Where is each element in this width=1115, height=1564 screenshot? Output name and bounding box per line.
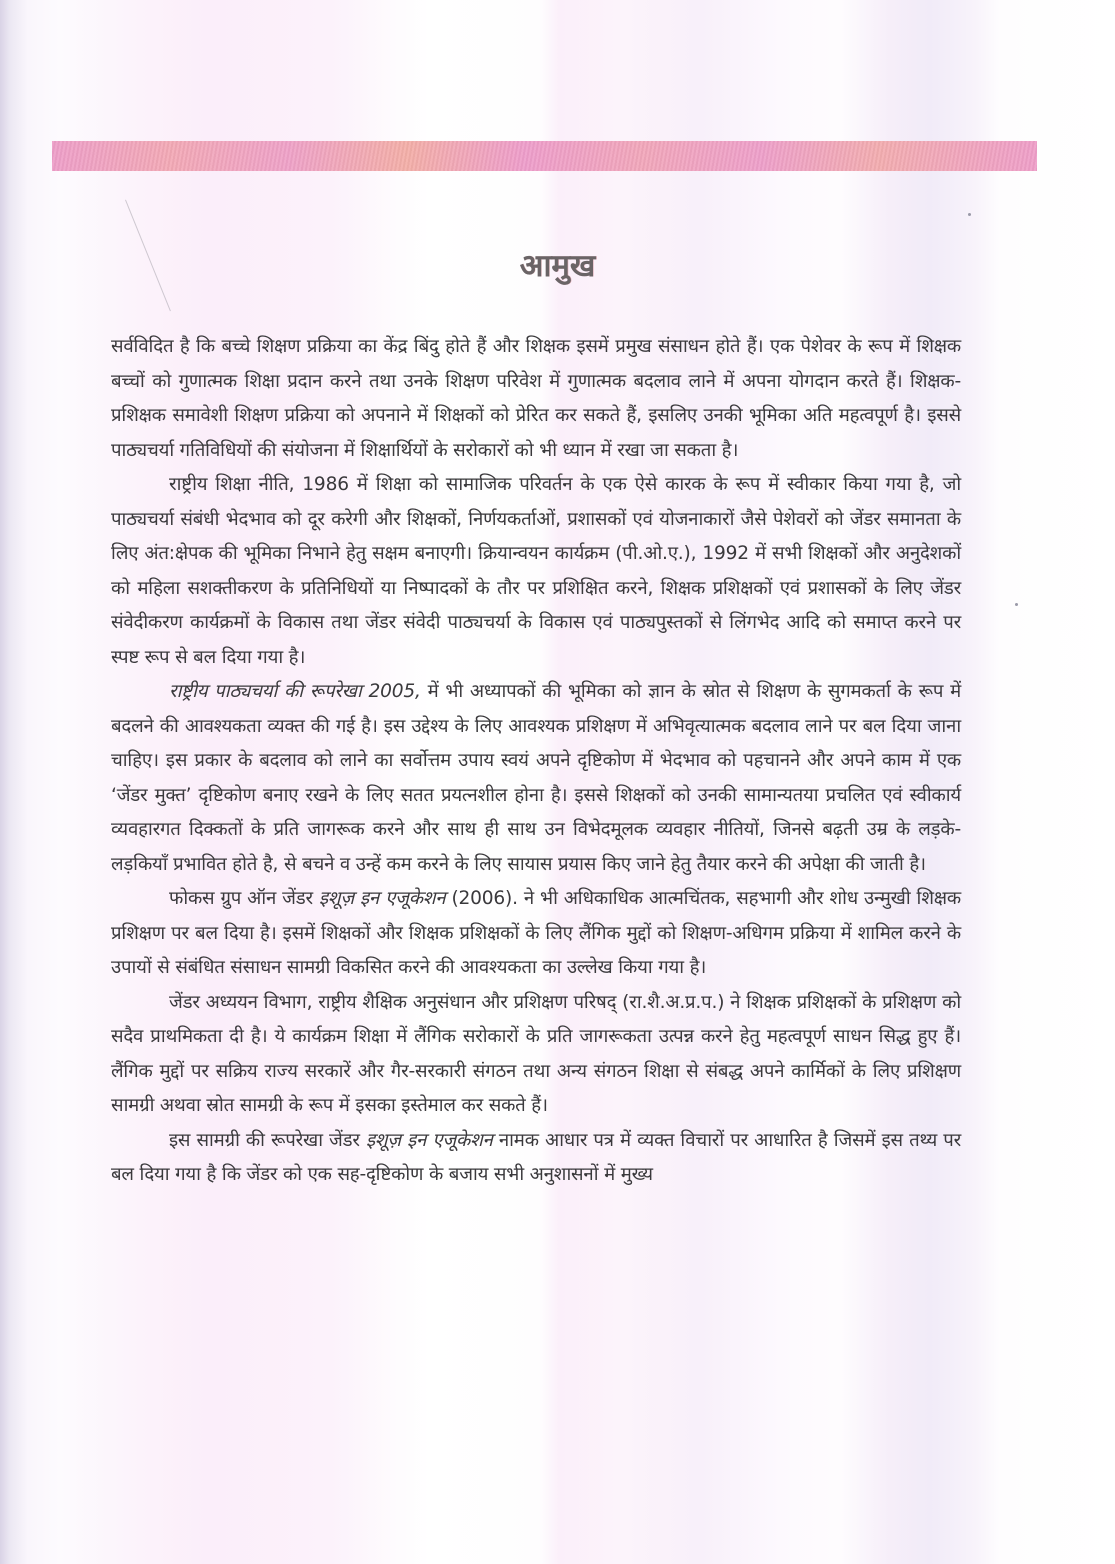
decorative-header-banner: [52, 141, 1037, 171]
italic-title-text: राष्ट्रीय पाठ्यचर्या की रूपरेखा 2005,: [169, 681, 421, 702]
paragraph: [111, 675, 961, 882]
italic-title-text: इशूज़ इन एजूकेशन: [318, 888, 446, 909]
paragraph: [111, 468, 961, 675]
preface-body: [111, 330, 961, 1193]
paragraph: [111, 1124, 961, 1193]
paragraph: [111, 882, 961, 986]
paragraph-text: फोकस ग्रुप ऑन जेंडर: [169, 888, 319, 909]
paragraph: [111, 330, 961, 468]
paragraph-text: इस सामग्री की रूपरेखा जेंडर: [169, 1129, 366, 1151]
page-title: आमुख: [519, 248, 596, 284]
paragraph-text: राष्ट्रीय शिक्षा नीति, 1986 में शिक्षा को सामाजिक परिवर्तन के एक ऐसे कारक के रूप में स्वीकार किया गया है, जो पाठ्यचर्या संबंधी भेदभाव को दूर करेगी और शिक्षकों, निर्णयकर्ताओं, प्रशासकों एवं योजनाकारों जैसे पेशेवरों को जेंडर समानता के लिए अंत:क्षेपक की भूमिका निभाने हेतु सक्षम बनाएगी। क्रियान्वयन कार्यक्रम (पी.ओ.ए.), 1992 में सभी शिक्षकों और अनुदेशकों को महिला सशक्तीकरण के प्रतिनिधियों या निष्पादकों के तौर पर प्रशिक्षित करने, शिक्षक प्रशिक्षकों एवं प्रशासकों के लिए जेंडर संवेदीकरण कार्यक्रमों के विकास तथा जेंडर संवेदी पाठ्यचर्या के विकास एवं पाठ्यपुस्तकों से लिंगभेद आदि को समाप्त करने पर स्पष्ट रूप से बल दिया गया है।: [111, 474, 961, 668]
italic-title-text: इशूज़ इन एजूकेशन: [365, 1129, 493, 1151]
paragraph-text: सर्वविदित है कि बच्चे शिक्षण प्रक्रिया का केंद्र बिंदु होते हैं और शिक्षक इसमें प्रमुख संसाधन होते हैं। एक पेशेवर के रूप में शिक्षक बच्चों को गुणात्मक शिक्षा प्रदान करने तथा उनके शिक्षण परिवेश में गुणात्मक बदलाव लाने में अपना योगदान करते हैं। शिक्षक-प्रशिक्षक समावेशी शिक्षण प्रक्रिया को अपनाने में शिक्षकों को प्रेरित कर सकते हैं, इसलिए उनकी भूमिका अति महत्वपूर्ण है। इससे पाठ्यचर्या गतिविधियों की संयोजना में शिक्षार्थियों के सरोकारों को भी ध्यान में रखा जा सकता है।: [111, 336, 961, 461]
scan-artifact-dot: [1015, 603, 1018, 606]
scan-artifact-dot: [968, 213, 971, 216]
paragraph-text: जेंडर अध्ययन विभाग, राष्ट्रीय शैक्षिक अनुसंधान और प्रशिक्षण परिषद् (रा.शै.अ.प्र.प.) ने शिक्षक प्रशिक्षकों के प्रशिक्षण को सदैव प्राथमिकता दी है। ये कार्यक्रम शिक्षा में लैंगिक सरोकारों के प्रति जागरूकता उत्पन्न करने हेतु महत्वपूर्ण साधन सिद्ध हुए हैं। लैंगिक मुद्दों पर सक्रिय राज्य सरकारें और गैर-सरकारी संगठन तथा अन्य संगठन शिक्षा से संबद्ध अपने कार्मिकों के लिए प्रशिक्षण सामग्री अथवा स्रोत सामग्री के रूप में इसका इस्तेमाल कर सकते हैं।: [111, 991, 961, 1116]
paragraph-text: नामक आधार पत्र में व्यक्त विचारों पर आधारित है जिसमें इस तथ्य पर बल दिया गया है कि जेंडर को एक सह-दृष्टिकोण के बजाय सभी अनुशासनों में मुख्य: [111, 1129, 961, 1185]
paragraph: [111, 986, 961, 1124]
paragraph-text: (2006). ने भी अधिकाधिक आत्मचिंतक, सहभागी और शोध उन्मुखी शिक्षक प्रशिक्षण पर बल दिया है। इसमें शिक्षकों और शिक्षक प्रशिक्षकों के लिए लैंगिक मुद्दों को शिक्षण-अधिगम प्रक्रिया में शामिल करने के उपायों से संबंधित संसाधन सामग्री विकसित करने की आवश्यकता का उल्लेख किया गया है।: [111, 888, 961, 978]
paragraph-text: में भी अध्यापकों की भूमिका को ज्ञान के स्रोत से शिक्षण के सुगमकर्ता के रूप में बदलने की आवश्यकता व्यक्त की गई है। इस उद्देश्य के लिए आवश्यक प्रशिक्षण में अभिवृत्यात्मक बदलाव लाने पर बल दिया जाना चाहिए। इस प्रकार के बदलाव को लाने का सर्वोत्तम उपाय स्वयं अपने दृष्टिकोण में भेदभाव को पहचानने और अपने काम में एक ‘जेंडर मुक्त’ दृष्टिकोण बनाए रखने के लिए सतत प्रयत्नशील होना है। इससे शिक्षकों को उनकी सामान्यतया प्रचलित एवं स्वीकार्य व्यवहारगत दिक्कतों के प्रति जागरूक करने और साथ ही साथ उन विभेदमूलक व्यवहार नीतियों, जिनसे बढ़ती उम्र के लड़के-लड़कियाँ प्रभावित होते है, से बचने व उन्हें कम करने के लिए सायास प्रयास किए जाने हेतु तैयार करने की अपेक्षा की जाती है।: [111, 681, 961, 875]
